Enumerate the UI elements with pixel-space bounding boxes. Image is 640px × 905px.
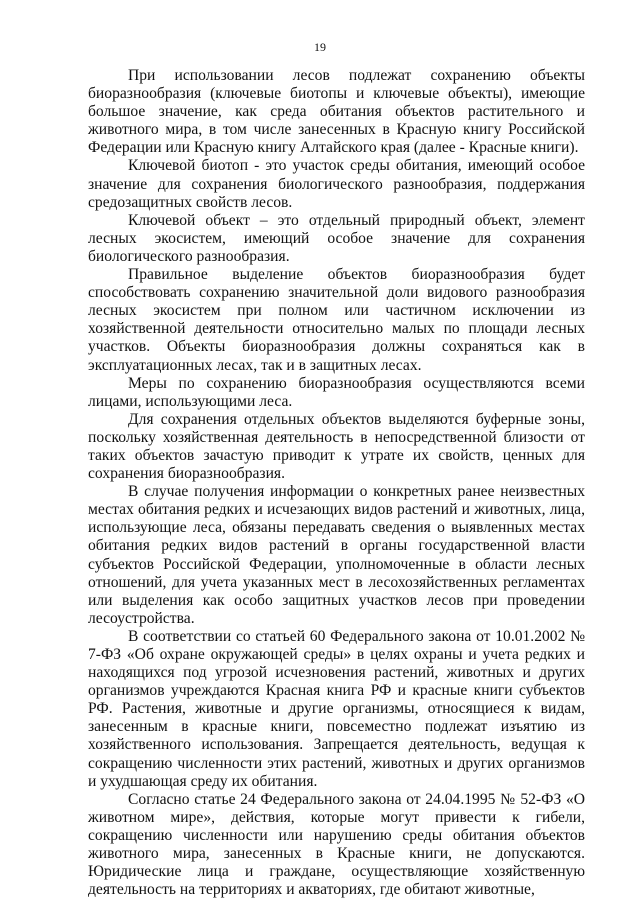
paragraph: Согласно статье 24 Федерального закона от 24.04.1995 № 52-ФЗ «О животном мире», действия, которые могут привести к гибели, сокращению численности или нарушению среды обитания объектов животного мира, занесенных в Красные книги, не допускаются. Юридические лица и граждане, осуществляющие хозяйственную деятельность на территориях и акваториях, где обитают животные, xyxy=(88,790,585,899)
paragraph: Ключевой объект – это отдельный природный объект, элемент лесных экосистем, имеющий особое значение для сохранения биологического разнообразия. xyxy=(88,211,585,265)
page-number: 19 xyxy=(314,40,326,54)
paragraph: Правильное выделение объектов биоразнообразия будет способствовать сохранению значительной доли видового разнообразия лесных экосистем при полном или частичном исключении из хозяйственной деятельности относительно малых по площади лесных участков. Объекты биоразнообразия должны сохраняться как в эксплуатационных лесах, так и в защитных лесах. xyxy=(88,266,585,374)
body-text xyxy=(88,67,585,899)
paragraph: В соответствии со статьей 60 Федерального закона от 10.01.2002 № 7-ФЗ «Об охране окружающей среды» в целях охраны и учета редких и находящихся под угрозой исчезновения растений, животных и других организмов учреждаются Красная книга РФ и красные книги субъектов РФ. Растения, животные и другие организмы, относящиеся к видам, занесенным в красные книги, повсеместно подлежат изъятию из хозяйственного использования. Запрещается деятельность, ведущая к сокращению численности этих растений, животных и других организмов и ухудшающая среду их обитания. xyxy=(88,627,585,790)
paragraph: Ключевой биотоп - это участок среды обитания, имеющий особое значение для сохранения биологического разнообразия, поддержания средозащитных свойств лесов. xyxy=(88,157,585,211)
paragraph: Для сохранения отдельных объектов выделяются буферные зоны, поскольку хозяйственная деятельность в непосредственной близости от таких объектов зачастую приводит к утрате их свойств, ценных для сохранения биоразнообразия. xyxy=(88,410,585,483)
paragraph: В случае получения информации о конкретных ранее неизвестных местах обитания редких и исчезающих видов растений и животных, лица, использующие леса, обязаны передавать сведения о выявленных местах обитания редких видов растений в органы государственной власти субъектов Российской Федерации, уполномоченные в области лесных отношений, для учета указанных мест в лесохозяйственных регламентах или выделения как особо защитных участков лесов при проведении лесоустройства. xyxy=(88,483,585,627)
paragraph: Меры по сохранению биоразнообразия осуществляются всеми лицами, использующими леса. xyxy=(88,374,585,410)
paragraph: При использовании лесов подлежат сохранению объекты биоразнообразия (ключевые биотопы и ключевые объекты), имеющие большое значение, как среда обитания объектов растительного и животного мира, в том числе занесенных в Красную книгу Российской Федерации или Красную книгу Алтайского края (далее - Красные книги). xyxy=(88,67,585,157)
